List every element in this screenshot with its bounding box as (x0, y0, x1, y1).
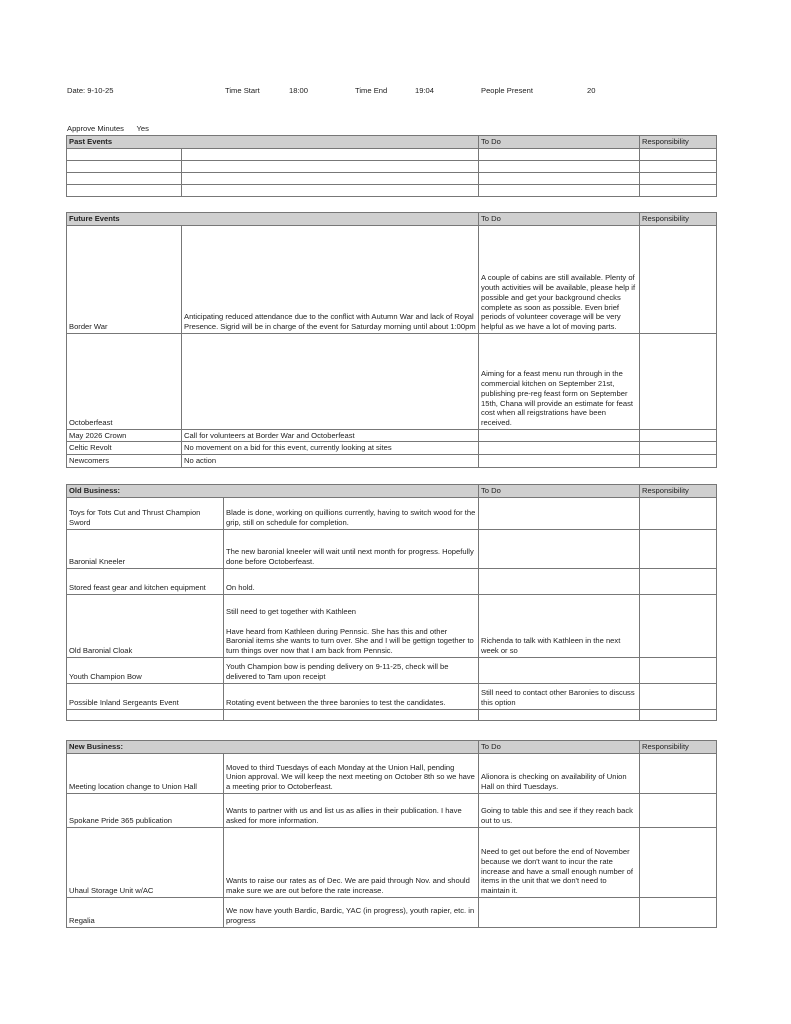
business-notes: Wants to raise our rates as of Dec. We are paid through Nov. and should make sure we are out before the rate increase. (224, 827, 479, 897)
people-present-label: People Present (481, 86, 533, 95)
time-end-label: Time End (355, 86, 388, 95)
business-todo: Alionora is checking on availability of Union Hall on third Tuesdays. (479, 753, 640, 793)
business-notes: Blade is done, working on quillions currently, having to switch wood for the grip, still on schedule for completion. (224, 497, 479, 529)
responsibility-header: Responsibility (640, 485, 717, 498)
business-todo (479, 657, 640, 683)
business-item: Regalia (67, 897, 224, 927)
event-name: Newcomers (67, 455, 182, 468)
old-business-title: Old Business: (67, 485, 479, 498)
business-responsibility (640, 753, 717, 793)
table-row (67, 172, 717, 184)
business-todo (479, 568, 640, 594)
old-business-header (67, 485, 717, 498)
time-start-label: Time Start (225, 86, 260, 95)
event-todo: Aiming for a feast menu run through in the commercial kitchen on September 21st, publishing pre-reg feast form on September 15th, Chana will provide an estimate for feast cost when all reigstrations have been received. (479, 333, 640, 429)
business-responsibility (640, 594, 717, 657)
business-responsibility (640, 793, 717, 827)
business-item: Toys for Tots Cut and Thrust Champion Sword (67, 497, 224, 529)
table-row (67, 160, 717, 172)
business-notes: We now have youth Bardic, Bardic, YAC (in progress), youth rapier, etc. in progress (224, 897, 479, 927)
event-name: Octoberfeast (67, 333, 182, 429)
time-end-value: 19:04 (415, 86, 435, 95)
business-item: Meeting location change to Union Hall (67, 753, 224, 793)
business-responsibility (640, 827, 717, 897)
responsibility-header: Responsibility (640, 741, 717, 754)
table-row (67, 529, 717, 568)
business-notes: On hold. (224, 568, 479, 594)
business-todo (479, 529, 640, 568)
table-row (67, 709, 717, 720)
future-events-title: Future Events (67, 213, 479, 226)
table-row (67, 897, 717, 927)
business-todo (479, 497, 640, 529)
business-responsibility (640, 568, 717, 594)
past-events-header (67, 136, 717, 149)
event-notes: No action (182, 455, 479, 468)
future-events-header (67, 213, 717, 226)
table-row (67, 594, 717, 657)
business-todo: Need to get out before the end of November because we don't want to incur the rate increase and have a small enough number of items in the unit that we don't need to maintain it. (479, 827, 640, 897)
event-notes: No movement on a bid for this event, currently looking at sites (182, 442, 479, 455)
table-row (67, 568, 717, 594)
event-responsibility (640, 455, 717, 468)
table-row (67, 184, 717, 196)
new-business-table (66, 740, 717, 928)
time-start-value: 18:00 (289, 86, 309, 95)
business-item: Baronial Kneeler (67, 529, 224, 568)
past-events-title: Past Events (67, 136, 479, 149)
todo-header: To Do (479, 741, 640, 754)
new-business-header (67, 741, 717, 754)
business-item: Youth Champion Bow (67, 657, 224, 683)
todo-header: To Do (479, 136, 640, 149)
event-notes: Call for volunteers at Border War and Octoberfeast (182, 429, 479, 442)
business-item: Possible Inland Sergeants Event (67, 683, 224, 709)
business-notes: Wants to partner with us and list us as allies in their publication. I have asked for more information. (224, 793, 479, 827)
event-responsibility (640, 429, 717, 442)
business-item: Old Baronial Cloak (67, 594, 224, 657)
todo-header: To Do (479, 213, 640, 226)
business-todo: Still need to contact other Baronies to discuss this option (479, 683, 640, 709)
responsibility-header: Responsibility (640, 213, 717, 226)
business-notes: The new baronial kneeler will wait until next month for progress. Hopefully done before Octoberfeast. (224, 529, 479, 568)
business-notes: Youth Champion bow is pending delivery on 9-11-25, check will be delivered to Tam upon receipt (224, 657, 479, 683)
business-responsibility (640, 657, 717, 683)
table-row (67, 225, 717, 333)
table-row (67, 442, 717, 455)
event-todo (479, 455, 640, 468)
business-todo (479, 897, 640, 927)
table-row (67, 827, 717, 897)
table-row (67, 497, 717, 529)
table-row (67, 148, 717, 160)
event-todo: A couple of cabins are still available. Plenty of youth activities will be available, please help if possible and get your background checks complete as soon as possible. Even brief periods of volunteer coverage will be very helpful as we have a lot of moving parts. (479, 225, 640, 333)
business-todo: Richenda to talk with Kathleen in the next week or so (479, 594, 640, 657)
business-item: Stored feast gear and kitchen equipment (67, 568, 224, 594)
event-notes (182, 333, 479, 429)
business-item: Uhaul Storage Unit w/AC (67, 827, 224, 897)
event-responsibility (640, 333, 717, 429)
responsibility-header: Responsibility (640, 136, 717, 149)
table-row (67, 753, 717, 793)
table-row (67, 333, 717, 429)
people-present-value: 20 (587, 86, 596, 95)
business-responsibility (640, 497, 717, 529)
meeting-date: Date: 9-10-25 (67, 86, 114, 95)
event-responsibility (640, 225, 717, 333)
table-row (67, 455, 717, 468)
new-business-title: New Business: (67, 741, 479, 754)
business-responsibility (640, 683, 717, 709)
table-row (67, 793, 717, 827)
event-name: Celtic Revolt (67, 442, 182, 455)
past-events-table (66, 135, 717, 197)
business-responsibility (640, 529, 717, 568)
table-row (67, 429, 717, 442)
business-notes: Rotating event between the three baronies to test the candidates. (224, 683, 479, 709)
old-business-table (66, 484, 717, 721)
business-item: Spokane Pride 365 publication (67, 793, 224, 827)
event-todo (479, 442, 640, 455)
event-responsibility (640, 442, 717, 455)
event-todo (479, 429, 640, 442)
table-row (67, 683, 717, 709)
approve-minutes-label: Approve Minutes (67, 124, 124, 133)
event-name: Border War (67, 225, 182, 333)
todo-header: To Do (479, 485, 640, 498)
business-responsibility (640, 897, 717, 927)
business-notes: Moved to third Tuesdays of each Monday at the Union Hall, pending Union approval. We will keep the next meeting on October 8th so we have a meeting prior to Octoberfeast. (224, 753, 479, 793)
approve-minutes-value: Yes (136, 124, 149, 133)
table-row (67, 657, 717, 683)
approve-minutes (67, 124, 149, 134)
business-todo: Going to table this and see if they reach back out to us. (479, 793, 640, 827)
business-notes: Still need to get together with Kathleen Have heard from Kathleen during Pennsic. She has this and other Baronial items she wants to turn over. She and I will be gettign together to turn things over now that I am back from Pennsic. (224, 594, 479, 657)
event-notes: Anticipating reduced attendance due to the conflict with Autumn War and lack of Royal Presence. Sigrid will be in charge of the event for Saturday morning until about 1:00pm (182, 225, 479, 333)
future-events-table (66, 212, 717, 468)
event-name: May 2026 Crown (67, 429, 182, 442)
